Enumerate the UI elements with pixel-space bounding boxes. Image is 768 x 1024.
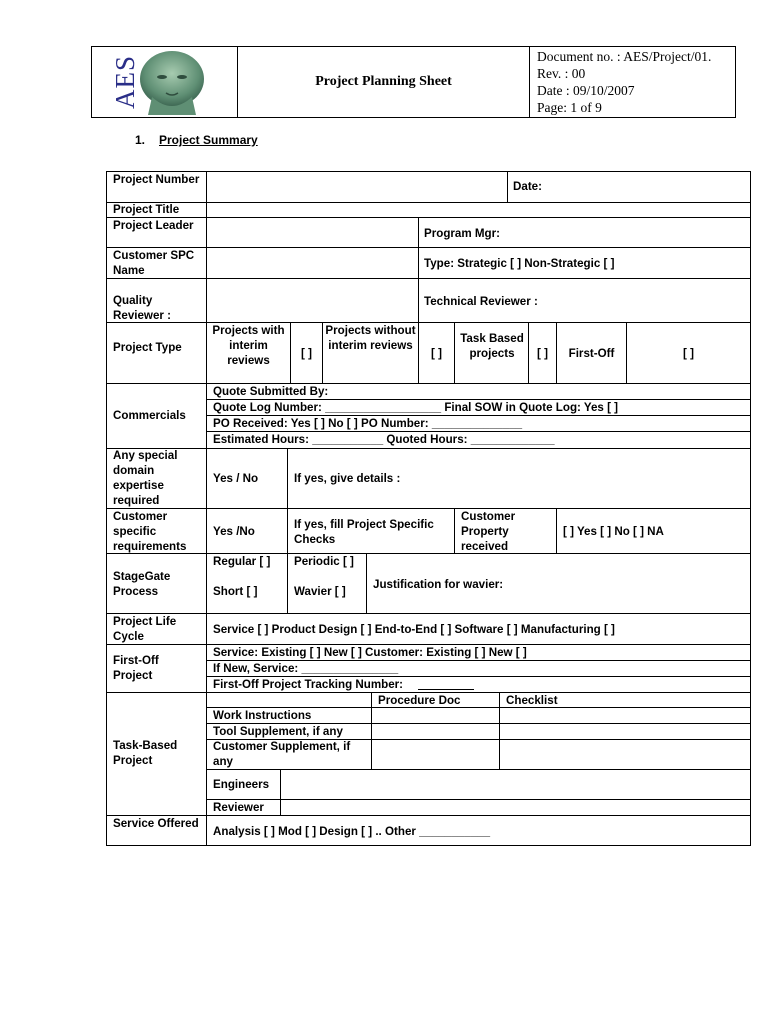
- project-type-without-interim: Projects without interim reviews: [325, 324, 416, 352]
- label-work-instructions: Work Instructions: [213, 709, 312, 722]
- project-title-field[interactable]: [207, 203, 749, 217]
- doc-page: Page: 1 of 9: [537, 100, 602, 115]
- label-type-strategic: Type: Strategic [ ] Non-Strategic [ ]: [424, 257, 615, 270]
- label-project-leader: Project Leader: [113, 219, 194, 232]
- customer-property-options[interactable]: [ ] Yes [ ] No [ ] NA: [563, 525, 664, 538]
- special-domain-details[interactable]: If yes, give details :: [294, 472, 401, 485]
- label-date: Date:: [513, 180, 542, 193]
- doc-date: Date : 09/10/2007: [537, 83, 635, 98]
- quote-log-number[interactable]: Quote Log Number: __________________ Final SOW in Quote Log: Yes [ ]: [213, 401, 619, 414]
- project-type-first-off: First-Off: [568, 347, 615, 360]
- checkbox-task-based[interactable]: [ ]: [537, 347, 548, 360]
- po-received[interactable]: PO Received: Yes [ ] No [ ] PO Number: ______________: [213, 417, 523, 430]
- section-number: 1.: [135, 133, 146, 147]
- label-task-based-project: Task-Based Project: [113, 739, 178, 767]
- quality-reviewer-field[interactable]: [207, 279, 417, 322]
- checkbox-interim[interactable]: [ ]: [301, 347, 312, 360]
- label-project-type: Project Type: [113, 341, 182, 354]
- checkbox-first-off[interactable]: [ ]: [683, 347, 694, 360]
- special-domain-yes-no[interactable]: Yes / No: [213, 472, 259, 485]
- label-special-domain: Any special domain expertise required: [113, 449, 178, 507]
- label-technical-reviewer: Technical Reviewer :: [424, 295, 538, 308]
- column-checklist: Checklist: [506, 694, 558, 707]
- label-quality-reviewer: Quality Reviewer :: [113, 294, 171, 322]
- doc-revision: Rev. : 00: [537, 66, 586, 81]
- label-first-off-project: First-Off Project: [113, 654, 159, 682]
- project-leader-field[interactable]: [207, 218, 417, 247]
- first-off-new-service[interactable]: If New, Service: _______________: [213, 662, 399, 675]
- first-off-service-customer[interactable]: Service: Existing [ ] New [ ] Customer: Existing [ ] New [ ]: [213, 646, 527, 659]
- checkbox-without-interim[interactable]: [ ]: [431, 347, 442, 360]
- label-tool-supplement: Tool Supplement, if any: [213, 725, 343, 738]
- label-project-title: Project Title: [113, 203, 180, 216]
- project-type-interim: Projects with interim reviews: [212, 324, 285, 367]
- stagegate-regular[interactable]: Regular [ ]: [213, 555, 271, 568]
- label-commercials: Commercials: [113, 409, 186, 422]
- label-project-number: Project Number: [113, 173, 200, 186]
- quote-submitted-by[interactable]: Quote Submitted By:: [213, 385, 329, 398]
- stagegate-periodic[interactable]: Periodic [ ]: [294, 555, 354, 568]
- label-customer-specific: Customer specific requirements: [113, 510, 187, 553]
- stagegate-justification[interactable]: Justification for wavier:: [373, 578, 504, 591]
- label-customer-property: Customer Property received: [461, 510, 516, 553]
- project-life-cycle-options[interactable]: Service [ ] Product Design [ ] End-to-End [ ] Software [ ] Manufacturing [ ]: [213, 623, 615, 636]
- estimated-hours[interactable]: Estimated Hours: ___________ Quoted Hours: _____________: [213, 433, 555, 446]
- label-service-offered: Service Offered: [113, 817, 199, 830]
- section-title: Project Summary: [159, 133, 258, 147]
- project-type-task-based: Task Based projects: [460, 332, 524, 360]
- customer-specific-checks: If yes, fill Project Specific Checks: [294, 518, 434, 546]
- service-offered-options[interactable]: Analysis [ ] Mod [ ] Design [ ] .. Other ___________: [213, 825, 491, 838]
- label-reviewer: Reviewer: [213, 801, 264, 814]
- label-engineers: Engineers: [213, 778, 270, 791]
- logo-text: AES: [110, 55, 140, 110]
- label-program-mgr: Program Mgr:: [424, 227, 501, 240]
- customer-spc-field[interactable]: [207, 248, 417, 277]
- customer-specific-yes-no[interactable]: Yes /No: [213, 525, 255, 538]
- first-off-tracking-number[interactable]: First-Off Project Tracking Number:: [213, 678, 404, 691]
- label-customer-supplement: Customer Supplement, if any: [213, 740, 351, 768]
- project-number-field[interactable]: [207, 172, 506, 202]
- stagegate-short[interactable]: Short [ ]: [213, 585, 258, 598]
- label-stagegate: StageGate Process: [113, 570, 171, 598]
- column-procedure-doc: Procedure Doc: [378, 694, 461, 707]
- label-customer-spc: Customer SPC Name: [113, 249, 195, 277]
- document-title: Project Planning Sheet: [315, 74, 452, 89]
- doc-number: Document no. : AES/Project/01.: [537, 49, 712, 64]
- label-project-life-cycle: Project Life Cycle: [113, 615, 177, 643]
- stagegate-wavier[interactable]: Wavier [ ]: [294, 585, 346, 598]
